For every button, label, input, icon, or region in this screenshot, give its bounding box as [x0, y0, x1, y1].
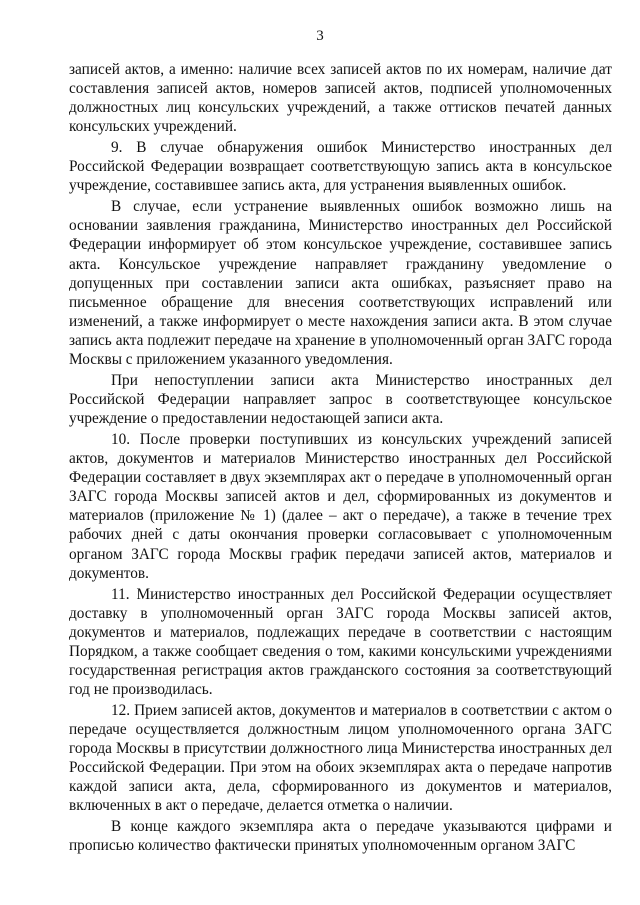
page-number: 3 [316, 28, 324, 44]
paragraph-item-12: 12. Прием записей актов, документов и материалов в соответствии с актом о передаче осуществляется должностным лицом уполномоченного органа ЗАГС города Москвы в присутствии должностного лица Министерства иностранных дел Российской Федерации. При этом на обоих экземплярах акта о передаче напротив каждой записи акта, дела, сформированного из документов и материалов, включенных в акт о передаче, делается отметка о наличии. [69, 701, 612, 815]
paragraph-item-11: 11. Министерство иностранных дел Российской Федерации осуществляет доставку в уполномоченный орган ЗАГС города Москвы записей актов, документов и материалов, подлежащих передаче в соответствии с настоящим Порядком, а также сообщает сведения о том, какими консульскими учреждениями государственная регистрация актов гражданского состояния за соответствующий год не производилась. [69, 585, 612, 698]
paragraph-item-10: 10. После проверки поступивших из консульских учреждений записей актов, документов и материалов Министерство иностранных дел Российской Федерации составляет в двух экземплярах акт о передаче в уполномоченный орган ЗАГС города Москвы записей актов и дел, сформированных из документов и материалов (приложение № 1) (далее – акт о передаче), а также в течение трех рабочих дней с даты окончания проверки согласовывает с уполномоченным органом ЗАГС города Москвы график передачи записей актов, материалов и документов. [69, 430, 612, 582]
paragraph-item-9: 9. В случае обнаружения ошибок Министерство иностранных дел Российской Федерации возвращает соответствующую запись акта в консульское учреждение, составившее запись акта, для устранения выявленных ошибок. [69, 139, 612, 195]
paragraph: В случае, если устранение выявленных ошибок возможно лишь на основании заявления гражданина, Министерство иностранных дел Российской Федерации информирует об этом консульское учреждение, составившее запись акта. Консульское учреждение направляет гражданину уведомление о допущенных при составлении записи акта ошибках, разъясняет право на письменное обращение для внесения соответствующих исправлений или изменений, а также информирует о месте нахождения записи акта. В этом случае запись акта подлежит передаче на хранение в уполномоченный орган ЗАГС города Москвы с приложением указанного уведомления. [69, 198, 612, 368]
document-body [69, 60, 612, 855]
paragraph: При непоступлении записи акта Министерство иностранных дел Российской Федерации направляет запрос в соответствующее консульское учреждение о предоставлении недостающей записи акта. [69, 371, 612, 428]
paragraph: В конце каждого экземпляра акта о передаче указываются цифрами и прописью количество фактически принятых уполномоченным органом ЗАГС [69, 818, 612, 855]
paragraph-continued: записей актов, а именно: наличие всех записей актов по их номерам, наличие дат составления записей актов, номеров записей актов, подписей уполномоченных должностных лиц консульских учреждений, а также оттисков печатей данных консульских учреждений. [69, 61, 612, 136]
